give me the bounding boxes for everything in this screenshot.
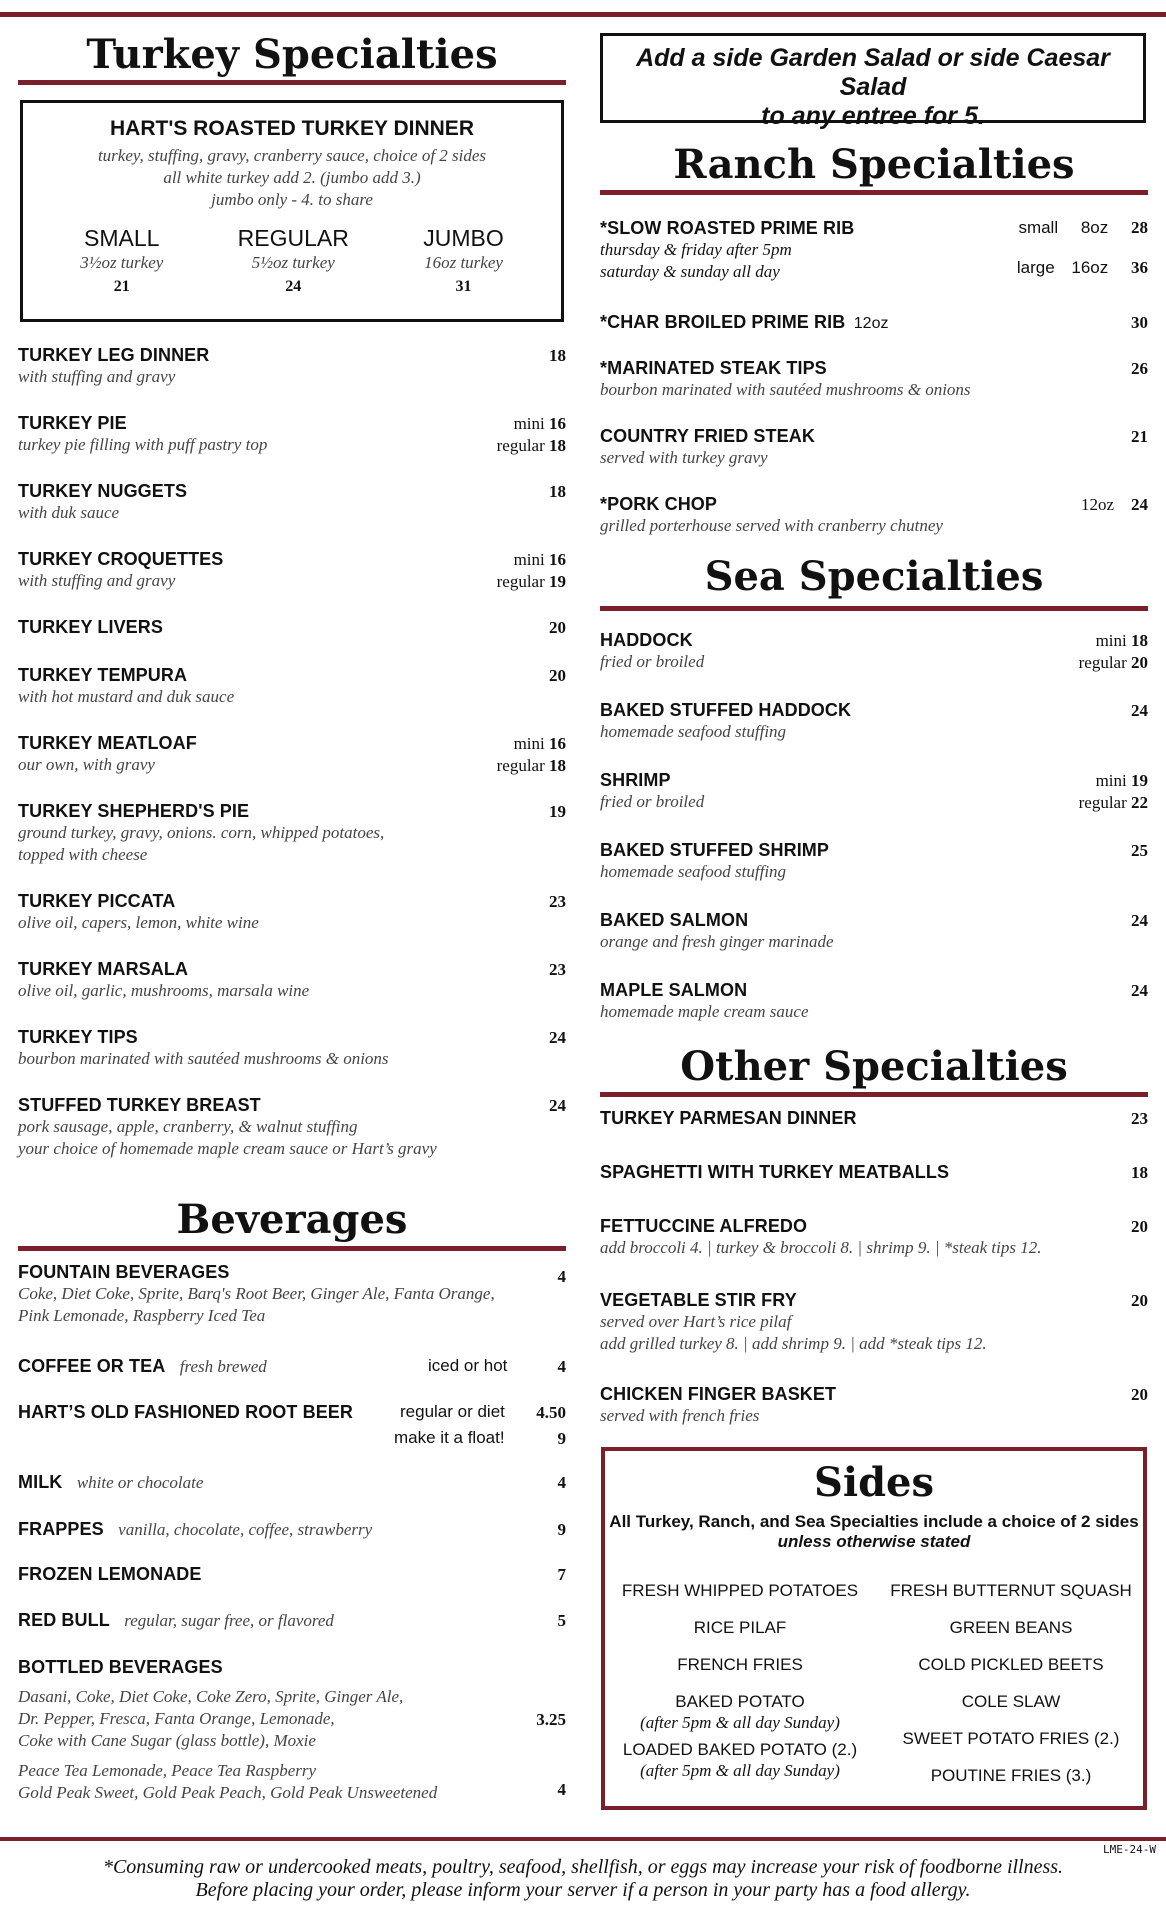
size-small	[80, 225, 163, 296]
menu-item	[600, 1108, 1148, 1129]
item-name: MAPLE SALMON	[600, 980, 748, 1000]
price-value: 19	[549, 572, 566, 591]
item-price: 7	[557, 1565, 566, 1584]
side-item: FRESH WHIPPED POTATOES	[621, 1581, 859, 1600]
item-desc: add grilled turkey 8. | add shrimp 9. | add *steak tips 12.	[600, 1334, 987, 1353]
item-name: FETTUCCINE ALFREDO	[600, 1216, 808, 1236]
item-desc: topped with cheese	[18, 845, 148, 864]
price-value: 24	[1131, 701, 1148, 720]
item-desc: homemade seafood stuffing	[600, 722, 787, 741]
price-label: mini	[1095, 631, 1127, 650]
item-price: 12oz 24	[1080, 495, 1148, 514]
item-desc: our own, with gravy	[18, 755, 155, 774]
item-desc: served with turkey gravy	[600, 448, 768, 467]
menu-item	[18, 801, 566, 866]
item-price: 21	[1131, 427, 1148, 446]
item-price	[549, 959, 566, 981]
price-value: 22	[1131, 793, 1148, 812]
price-label: regular	[1078, 793, 1127, 812]
item-price: 5	[557, 1611, 566, 1630]
item-price	[1079, 630, 1148, 674]
ranch-pork-chop	[600, 494, 1148, 537]
ranch-heading: Ranch Specialties	[673, 141, 1075, 188]
item-name: TURKEY PICCATA	[18, 891, 176, 911]
side-item: RICE PILAF	[693, 1618, 787, 1637]
item-note: white or chocolate	[76, 1473, 204, 1492]
price-value: 19	[549, 802, 566, 821]
salad-note-line: Add a side Garden Salad or side Caesar Salad	[636, 44, 1110, 101]
sea-item-list	[600, 630, 1148, 1030]
menu-item	[600, 770, 1148, 813]
size-weight: 5½oz turkey	[251, 253, 335, 272]
item-desc: homemade maple cream sauce	[600, 1002, 809, 1021]
side-item: SWEET POTATO FRIES (2.)	[902, 1729, 1120, 1748]
item-name: BAKED SALMON	[600, 910, 749, 930]
price-label: regular	[496, 436, 545, 455]
item-price	[549, 1027, 566, 1049]
item-price: 26	[1131, 359, 1148, 378]
ranch-heading-rule	[600, 190, 1148, 195]
item-desc: grilled porterhouse served with cranberry chutney	[600, 516, 943, 535]
price-label: regular	[496, 572, 545, 591]
price-label: regular	[1078, 653, 1127, 672]
size-oz: 16oz	[1071, 258, 1109, 277]
item-desc: bourbon marinated with sautéed mushrooms & onions	[18, 1049, 389, 1068]
menu-item	[600, 1162, 1148, 1183]
allergy-notice-line: Before placing your order, please inform your server if a person in your party has a food allergy.	[195, 1879, 971, 1901]
item-note: regular, sugar free, or flavored	[124, 1611, 334, 1630]
menu-item	[600, 980, 1148, 1023]
beverage-lemonade	[18, 1564, 566, 1585]
menu-item	[600, 630, 1148, 673]
price-value: 23	[1131, 1109, 1148, 1128]
size-label: SMALL	[84, 225, 160, 251]
menu-item	[18, 413, 566, 456]
salad-note-box	[600, 33, 1146, 130]
side-item-note: (after 5pm & all day Sunday)	[640, 1713, 840, 1732]
item-price	[497, 549, 566, 593]
price-value: 16	[549, 414, 566, 433]
price-label: mini	[513, 550, 545, 569]
item-name: *SLOW ROASTED PRIME RIB	[600, 218, 855, 238]
price-value: 24	[549, 1096, 566, 1115]
item-name: CHICKEN FINGER BASKET	[600, 1384, 837, 1404]
size-price: 36	[1131, 258, 1148, 277]
item-desc: Dr. Pepper, Fresca, Fanta Orange, Lemonade,	[18, 1709, 335, 1728]
item-name: MILK	[18, 1472, 63, 1492]
item-price	[1131, 1290, 1148, 1312]
size-jumbo	[423, 225, 504, 296]
item-name: *MARINATED STEAK TIPS	[600, 358, 827, 378]
sea-heading-rule	[600, 606, 1148, 611]
menu-item	[600, 700, 1148, 743]
price-value: 23	[549, 892, 566, 911]
item-desc: Gold Peak Sweet, Gold Peak Peach, Gold Peak Unsweetened	[18, 1783, 438, 1802]
item-name: TURKEY TEMPURA	[18, 665, 188, 685]
ranch-prime-rib	[600, 218, 1148, 288]
turkey-dinner-desc: all white turkey add 2. (jumbo add 3.)	[163, 168, 421, 187]
item-price	[549, 617, 566, 639]
turkey-dinner-sizes	[23, 225, 561, 296]
sides-right-list	[875, 1581, 1147, 1803]
size-price: 31	[455, 278, 472, 295]
sides-note: unless otherwise stated	[777, 1532, 971, 1551]
item-name: TURKEY MARSALA	[18, 959, 189, 979]
sides-note: All Turkey, Ranch, and Sea Specialties include a choice of 2 sides	[609, 1512, 1139, 1531]
size-oz: 8oz	[1080, 218, 1109, 237]
item-price	[497, 413, 566, 457]
item-price: 4	[557, 1357, 566, 1376]
menu-item	[18, 481, 566, 524]
item-price: 4	[557, 1780, 566, 1799]
price-value: 16	[549, 550, 566, 569]
price-value: 19	[1131, 771, 1148, 790]
other-item-list	[600, 1108, 1148, 1438]
price-label: mini	[1095, 771, 1127, 790]
item-desc: with stuffing and gravy	[18, 367, 176, 386]
side-item: BAKED POTATO	[675, 1692, 805, 1711]
menu-item	[600, 1216, 1148, 1259]
side-item: FRESH BUTTERNUT SQUASH	[890, 1581, 1132, 1600]
other-heading-rule	[600, 1092, 1148, 1097]
item-price	[549, 1095, 566, 1117]
size-weight: 16oz turkey	[424, 253, 503, 272]
prime-rib-large	[1017, 258, 1148, 278]
turkey-item-list	[18, 345, 566, 1165]
turkey-heading: Turkey Specialties	[86, 31, 498, 78]
item-price: 4	[557, 1267, 566, 1286]
item-desc: Dasani, Coke, Diet Coke, Coke Zero, Sprite, Ginger Ale,	[18, 1687, 404, 1706]
beverage-frappes	[18, 1519, 566, 1541]
price-value: 20	[1131, 1291, 1148, 1310]
side-item: FRENCH FRIES	[677, 1655, 803, 1674]
item-name: FOUNTAIN BEVERAGES	[18, 1262, 230, 1282]
menu-item	[18, 549, 566, 592]
item-desc: Pink Lemonade, Raspberry Iced Tea	[18, 1306, 266, 1325]
size-regular	[238, 225, 349, 296]
item-name: FROZEN LEMONADE	[18, 1564, 202, 1584]
item-name: SHRIMP	[600, 770, 671, 790]
menu-item	[600, 1384, 1148, 1427]
beverage-bottled	[18, 1657, 566, 1807]
ranch-char-broiled	[600, 312, 1148, 333]
price-value: 20	[1131, 653, 1148, 672]
menu-item	[18, 1027, 566, 1070]
item-name: COUNTRY FRIED STEAK	[600, 426, 815, 446]
size-label: large	[1016, 258, 1055, 277]
item-name: BOTTLED BEVERAGES	[18, 1657, 223, 1677]
turkey-heading-rule	[18, 80, 566, 85]
item-option: make it a float!	[394, 1428, 505, 1447]
menu-item	[600, 840, 1148, 883]
price-value: 24	[1131, 981, 1148, 1000]
menu-item	[18, 665, 566, 708]
item-name: TURKEY PARMESAN DINNER	[600, 1108, 857, 1128]
price-value: 20	[549, 666, 566, 685]
top-rule	[0, 12, 1166, 17]
menu-item	[18, 733, 566, 776]
beverage-rootbeer	[18, 1402, 566, 1452]
item-desc: ground turkey, gravy, onions. corn, whipped potatoes,	[18, 823, 385, 842]
allergy-notice	[0, 1856, 1166, 1902]
item-option: iced or hot	[428, 1356, 508, 1375]
item-price	[1131, 980, 1148, 1002]
beverages-list	[18, 1262, 566, 1832]
item-price	[1131, 700, 1148, 722]
size-price: 28	[1131, 218, 1148, 237]
item-price: 3.25	[536, 1710, 566, 1729]
price-value: 18	[549, 756, 566, 775]
item-desc: pork sausage, apple, cranberry, & walnut stuffing	[18, 1117, 358, 1136]
ranch-country-fried-steak	[600, 426, 1148, 469]
item-desc: add broccoli 4. | turkey & broccoli 8. | shrimp 9. | *steak tips 12.	[600, 1238, 1042, 1257]
item-note: vanilla, chocolate, coffee, strawberry	[118, 1520, 373, 1539]
item-price	[1079, 770, 1148, 814]
price-label: mini	[513, 734, 545, 753]
item-name: TURKEY NUGGETS	[18, 481, 188, 501]
size-label: REGULAR	[237, 225, 349, 251]
item-price: 30	[1131, 313, 1148, 332]
beverage-milk	[18, 1472, 566, 1494]
item-name: STUFFED TURKEY BREAST	[18, 1095, 261, 1115]
item-desc: with stuffing and gravy	[18, 571, 176, 590]
beverages-heading: Beverages	[176, 1196, 408, 1243]
other-heading: Other Specialties	[680, 1043, 1068, 1090]
size-weight: 3½oz turkey	[80, 253, 164, 272]
item-desc: your choice of homemade maple cream sauce or Hart’s gravy	[18, 1139, 437, 1158]
item-price	[549, 891, 566, 913]
menu-item	[600, 910, 1148, 953]
item-price	[1131, 1216, 1148, 1238]
item-desc: orange and fresh ginger marinade	[600, 932, 834, 951]
menu-item	[600, 1290, 1148, 1355]
item-name: TURKEY TIPS	[18, 1027, 138, 1047]
sides-left-list	[605, 1581, 875, 1782]
item-desc: fried or broiled	[600, 792, 705, 811]
price-label: regular	[496, 756, 545, 775]
menu-item	[18, 959, 566, 1002]
item-price	[1131, 1108, 1148, 1130]
item-name: TURKEY LEG DINNER	[18, 345, 210, 365]
ranch-steak-tips	[600, 358, 1148, 401]
item-name: VEGETABLE STIR FRY	[600, 1290, 797, 1310]
item-oz: 12oz	[853, 315, 889, 332]
menu-item	[18, 345, 566, 388]
price-value: 18	[1131, 1163, 1148, 1182]
item-name: SPAGHETTI WITH TURKEY MEATBALLS	[600, 1162, 950, 1182]
item-name: BAKED STUFFED SHRIMP	[600, 840, 830, 860]
menu-code: LME-24-W	[1103, 1843, 1156, 1856]
menu-item	[18, 1095, 566, 1160]
prime-rib-small	[1018, 218, 1148, 238]
item-price	[549, 481, 566, 503]
item-price	[497, 733, 566, 777]
bottom-rule	[0, 1837, 1166, 1841]
price-value: 18	[549, 482, 566, 501]
item-price: 4	[557, 1473, 566, 1492]
price-value: 25	[1131, 841, 1148, 860]
item-name: RED BULL	[18, 1610, 110, 1630]
item-name: *PORK CHOP	[600, 494, 718, 514]
item-name: HART’S OLD FASHIONED ROOT BEER	[18, 1402, 354, 1422]
item-price	[549, 345, 566, 367]
price-value: 24	[1131, 911, 1148, 930]
item-desc: Peace Tea Lemonade, Peace Tea Raspberry	[18, 1761, 317, 1780]
size-price: 24	[285, 278, 302, 295]
side-item-note: (after 5pm & all day Sunday)	[640, 1761, 840, 1780]
menu-item	[18, 617, 566, 638]
item-price	[549, 801, 566, 823]
item-desc: with hot mustard and duk sauce	[18, 687, 235, 706]
item-desc: turkey pie filling with puff pastry top	[18, 435, 268, 454]
item-note: fresh brewed	[179, 1357, 267, 1376]
salad-note-line: to any entree for 5.	[761, 102, 985, 130]
menu-item	[18, 891, 566, 934]
beverage-redbull	[18, 1610, 566, 1632]
sea-heading: Sea Specialties	[704, 553, 1044, 600]
size-label: JUMBO	[423, 225, 504, 251]
allergy-notice-line: *Consuming raw or undercooked meats, poultry, seafood, shellfish, or eggs may increase your risk of foodborne illness.	[102, 1856, 1064, 1878]
item-name: TURKEY SHEPHERD'S PIE	[18, 801, 250, 821]
turkey-dinner-name: HART'S ROASTED TURKEY DINNER	[110, 117, 474, 140]
sides-heading: Sides	[813, 1459, 935, 1506]
item-option: regular or diet	[400, 1402, 505, 1421]
item-name: TURKEY LIVERS	[18, 617, 163, 637]
size-price: 21	[113, 278, 130, 295]
price-value: 18	[549, 346, 566, 365]
price-value: 16	[549, 734, 566, 753]
side-item: LOADED BAKED POTATO (2.)	[622, 1740, 858, 1759]
side-item: COLE SLAW	[961, 1692, 1061, 1711]
ranch-list	[600, 218, 1148, 538]
price-value: 23	[549, 960, 566, 979]
price-value: 20	[549, 618, 566, 637]
item-price	[1131, 1384, 1148, 1406]
price-value: 20	[1131, 1217, 1148, 1236]
item-desc: served over Hart’s rice pilaf	[600, 1312, 792, 1331]
item-name: *CHAR BROILED PRIME RIB	[600, 312, 846, 332]
side-item: POUTINE FRIES (3.)	[930, 1766, 1092, 1785]
item-desc: saturday & sunday all day	[600, 262, 780, 281]
item-name: BAKED STUFFED HADDOCK	[600, 700, 852, 720]
item-price	[1131, 910, 1148, 932]
item-desc: fried or broiled	[600, 652, 705, 671]
item-desc: with duk sauce	[18, 503, 120, 522]
item-desc: served with french fries	[600, 1406, 760, 1425]
item-desc: Coke with Cane Sugar (glass bottle), Moxie	[18, 1731, 316, 1750]
sides-box	[601, 1447, 1147, 1810]
item-price: 9	[557, 1520, 566, 1539]
item-price	[549, 665, 566, 687]
turkey-dinner-desc: turkey, stuffing, gravy, cranberry sauce, choice of 2 sides	[97, 146, 487, 165]
item-name: TURKEY MEATLOAF	[18, 733, 197, 753]
price-label: mini	[513, 414, 545, 433]
item-price	[1131, 840, 1148, 862]
item-price: 9	[557, 1429, 566, 1448]
item-name: TURKEY PIE	[18, 413, 127, 433]
item-name: FRAPPES	[18, 1519, 104, 1539]
item-name: HADDOCK	[600, 630, 693, 650]
turkey-dinner-box	[20, 100, 564, 322]
size-label: small	[1018, 218, 1059, 237]
item-name: COFFEE OR TEA	[18, 1356, 166, 1376]
price-value: 18	[1131, 631, 1148, 650]
item-desc: homemade seafood stuffing	[600, 862, 787, 881]
item-price	[1131, 1162, 1148, 1184]
price-value: 24	[549, 1028, 566, 1047]
beverage-coffee	[18, 1356, 566, 1378]
item-name: TURKEY CROQUETTES	[18, 549, 224, 569]
item-desc: olive oil, garlic, mushrooms, marsala wine	[18, 981, 310, 1000]
item-desc: Coke, Diet Coke, Sprite, Barq's Root Beer, Ginger Ale, Fanta Orange,	[18, 1284, 495, 1303]
side-item: COLD PICKLED BEETS	[918, 1655, 1104, 1674]
item-desc: thursday & friday after 5pm	[600, 240, 792, 259]
side-item: GREEN BEANS	[949, 1618, 1073, 1637]
beverage-fountain	[18, 1262, 566, 1327]
turkey-dinner-desc: jumbo only - 4. to share	[211, 190, 373, 209]
item-price: 4.50	[536, 1403, 566, 1422]
item-desc: bourbon marinated with sautéed mushrooms & onions	[600, 380, 971, 399]
item-desc: olive oil, capers, lemon, white wine	[18, 913, 259, 932]
price-value: 18	[549, 436, 566, 455]
price-value: 20	[1131, 1385, 1148, 1404]
beverages-heading-rule	[18, 1246, 566, 1251]
